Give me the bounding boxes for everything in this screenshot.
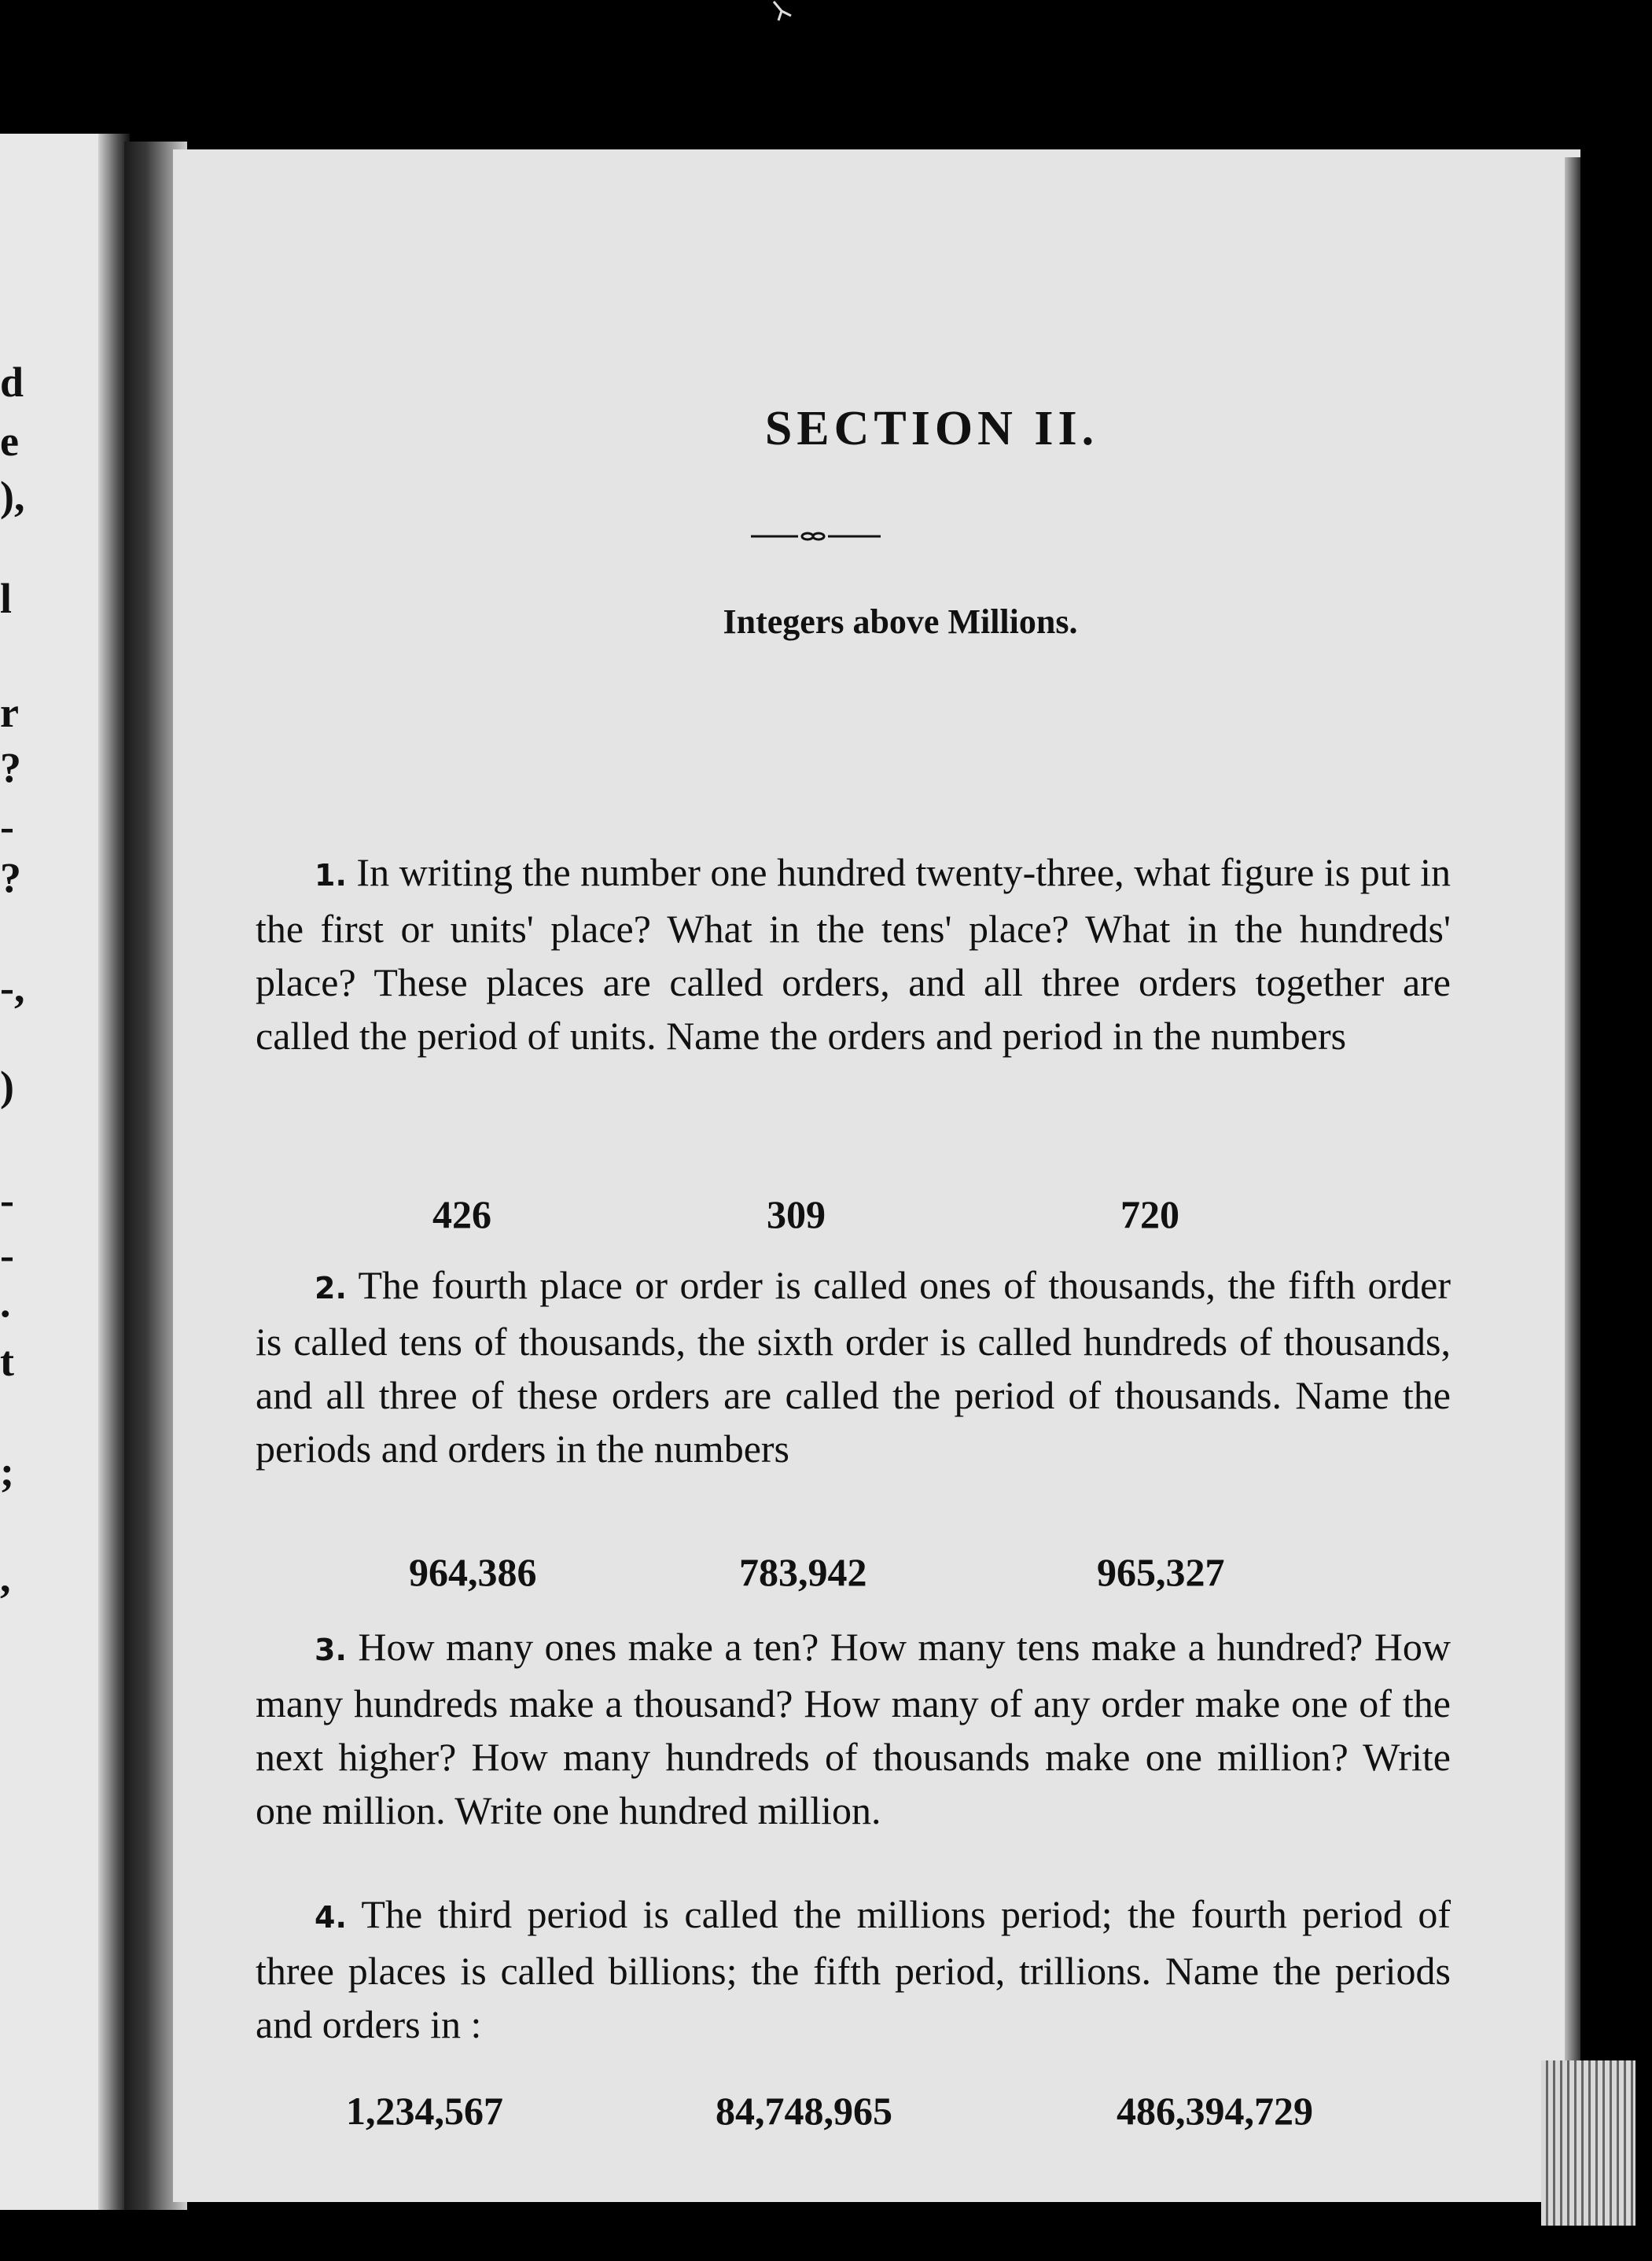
example-number: 964,386 <box>409 1550 537 1594</box>
ornament-divider <box>751 531 881 542</box>
example-number: 720 <box>1120 1192 1179 1236</box>
book-page <box>173 149 1580 2202</box>
example-number: 84,748,965 <box>716 2089 892 2133</box>
left-fragment: ), <box>0 473 25 520</box>
left-fragment: - <box>0 803 14 850</box>
left-page-text-fragments <box>0 0 47 2261</box>
paragraph-text: The third period is called the millions period; the fourth period of three places is called billions; the fifth period, trillions. Name the periods and orders in : <box>256 1892 1451 2046</box>
left-fragment: l <box>0 575 13 622</box>
paragraph-2 <box>256 1258 1451 1475</box>
left-fragment: , <box>0 1554 11 1601</box>
left-fragment: ? <box>0 854 21 901</box>
number-row-1 <box>256 1191 1451 1246</box>
number-row-2 <box>256 1549 1451 1604</box>
left-fragment: ; <box>0 1448 14 1495</box>
example-number: 783,942 <box>739 1550 867 1594</box>
example-number: 309 <box>767 1192 826 1236</box>
page-right-edge <box>1565 157 1580 2202</box>
left-fragment: t <box>0 1338 14 1385</box>
left-fragment: -, <box>0 964 25 1011</box>
paragraph-1 <box>256 845 1451 1062</box>
scan-mark <box>771 0 794 24</box>
left-fragment: ? <box>0 744 21 791</box>
example-number: 965,327 <box>1097 1550 1225 1594</box>
paragraph-text: How many ones make a ten? How many tens make a hundred? How many hundreds make a thousand? How many of any order make one of the next higher? How many hundreds of thousands make one million? Write one million. Write one hundred million. <box>256 1625 1451 1832</box>
example-number: 1,234,567 <box>346 2089 503 2133</box>
paragraph-text: In writing the number one hundred twenty-three, what figure is put in the first or units' place? What in the tens' place? What in the hundreds' place? These places are called orders, and all three orders together are called the period of units. Name the orders and period in the numbers <box>256 850 1451 1058</box>
left-fragment: r <box>0 689 19 736</box>
paragraph-number: 1. <box>315 858 347 893</box>
paragraph-number: 4. <box>315 1900 347 1935</box>
left-fragment: . <box>0 1279 11 1326</box>
paragraph-3 <box>256 1620 1451 1837</box>
section-title: SECTION II. <box>764 402 1099 455</box>
left-fragment: - <box>0 1177 14 1224</box>
page-stack-edge <box>1541 2060 1635 2226</box>
example-number: 426 <box>432 1192 491 1236</box>
number-row-4 <box>256 2088 1451 2143</box>
left-fragment: d <box>0 359 24 406</box>
left-fragment: - <box>0 1232 14 1279</box>
example-number: 486,394,729 <box>1117 2089 1313 2133</box>
paragraph-text: The fourth place or order is called ones of thousands, the fifth order is called tens of thousands, the sixth order is called hundreds of thousands, and all three of these orders are called the period of thousands. Name the periods and orders in the numbers <box>256 1263 1451 1471</box>
left-fragment: ) <box>0 1062 14 1110</box>
paragraph-number: 3. <box>315 1633 347 1667</box>
left-fragment: e <box>0 418 19 465</box>
paragraph-number: 2. <box>315 1271 347 1305</box>
section-subtitle: Integers above Millions. <box>723 602 1078 641</box>
paragraph-4 <box>256 1887 1451 2051</box>
